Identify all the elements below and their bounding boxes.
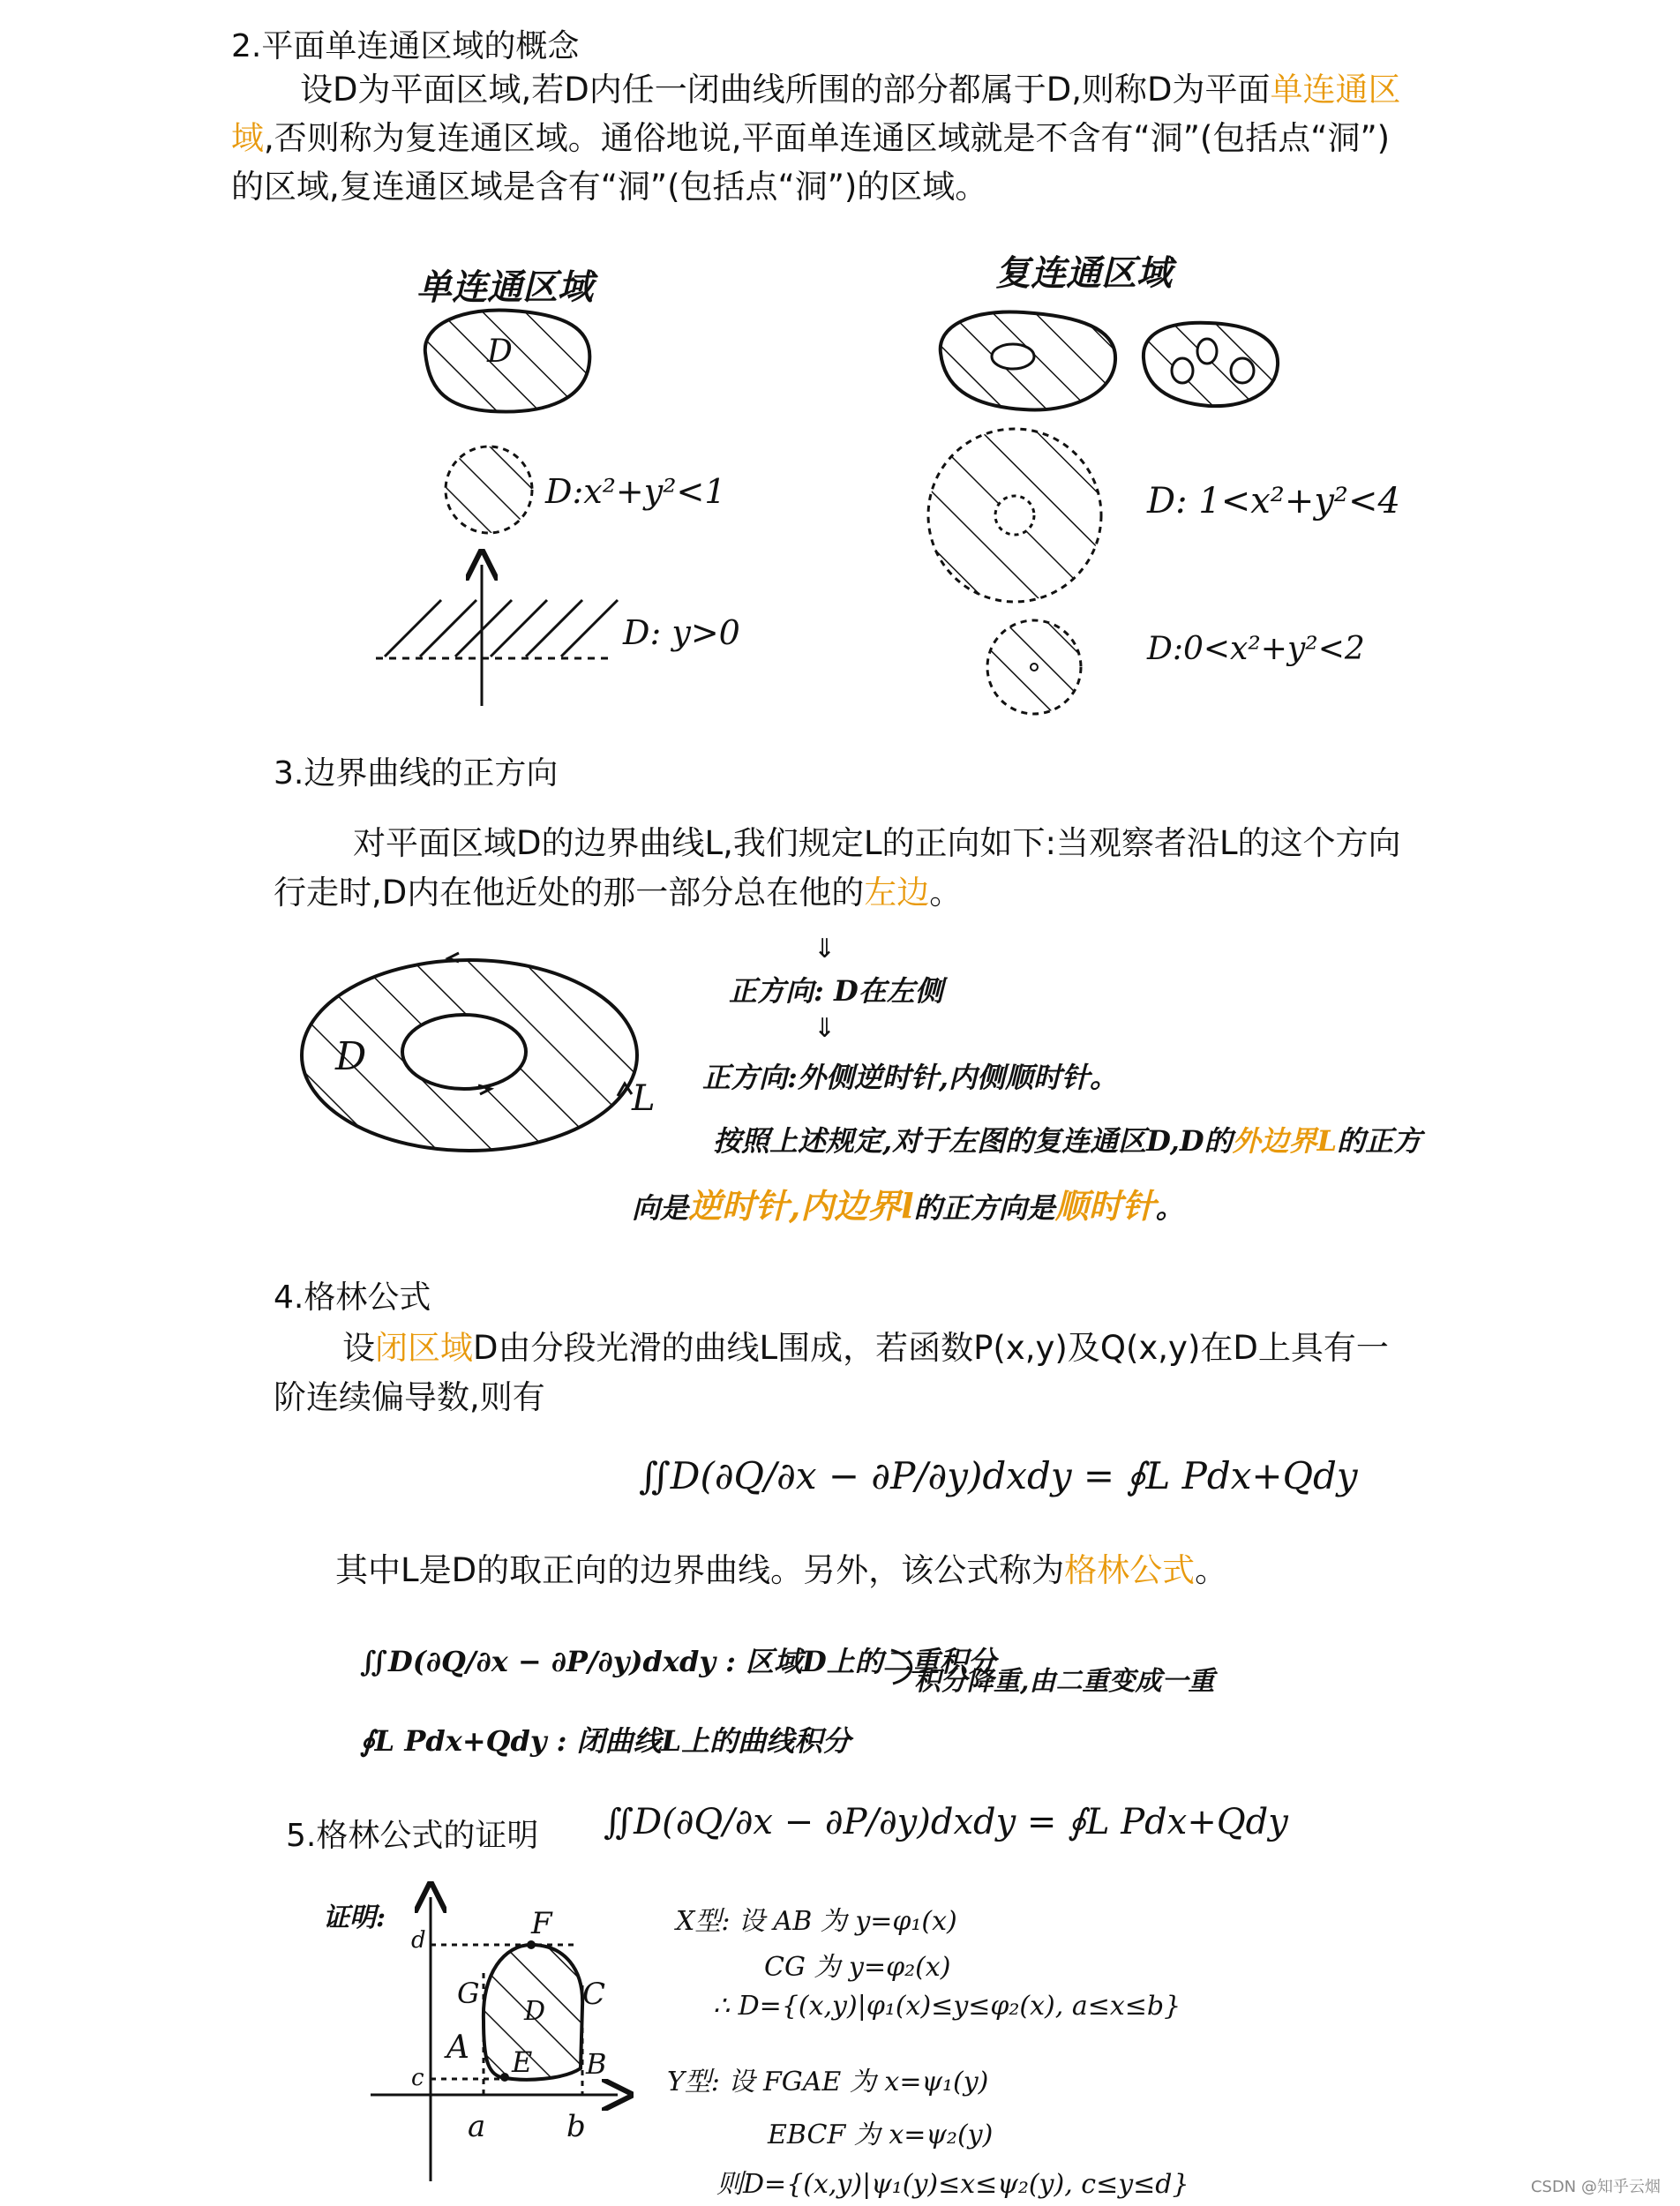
annulus-hole [995,496,1034,535]
point-A: A [446,2030,469,2066]
note-outer-inner: 正方向:外侧逆时针,内侧顺时针。 [702,1061,1118,1094]
note-positive-direction: 正方向: D在左侧 [729,974,943,1008]
tick-b: b [566,2109,586,2144]
proof-region-D [484,1945,582,2080]
note-reduce: 积分降重,由二重变成一重 [914,1666,1215,1697]
proof-label: 证明: [323,1902,386,1933]
section-3-heading: 3.边界曲线的正方向 [274,755,559,792]
proof-formula: ∬D(∂Q/∂x − ∂P/∂y)dxdy = ∮L Pdx+Qdy [604,1802,1288,1842]
point-G: G [457,1977,480,2010]
section-2-heading: 2.平面单连通区域的概念 [231,28,580,64]
section-4-heading: 4.格林公式 [274,1279,431,1316]
tick-a: a [468,2109,486,2144]
watermark: CSDN @知乎云烟 [1530,2178,1661,2196]
s4-para-line-2: 阶连续偏导数,则有 [274,1378,545,1416]
note-comma: , [789,1186,801,1226]
multi-region-title: 复连通区域 [995,252,1172,294]
multi-blob-2-hole [1172,358,1193,383]
multi-blob-1-hole [992,344,1034,369]
s4-text: 。 [1195,1551,1228,1589]
s3-text: 行走时,D内在他近处的那一部分总在他的 [274,874,865,912]
simple-blob [425,310,590,411]
note-text: 的正方向是 [913,1191,1055,1225]
half-plane [376,565,618,706]
point-E-dot [500,2073,509,2082]
s3-highlight-left: 左边 [864,874,930,912]
half-plane-label: D: y>0 [623,613,740,652]
s4-text: 设 [342,1329,375,1367]
s2-text: ,否则称为复连通区域。通俗地说,平面单连通区域就是不含有“洞”(包括点“洞”) [264,119,1391,157]
s3-para-line-1: 对平面区域D的边界曲线L,我们规定L的正向如下:当观察者沿L的这个方向 [353,824,1401,862]
note-text: 向是 [632,1191,689,1225]
point-F-dot [527,1940,536,1949]
s4-highlight-closed-region: 闭区域 [375,1329,473,1367]
note-ccw: 逆时针 [688,1186,790,1226]
note-inner-boundary: 内边界l [800,1186,914,1226]
down-arrow-icon: ⇓ [814,934,836,964]
ring-label: D: 1<x²+y²<4 [1147,481,1400,521]
tick-d: d [411,1927,426,1954]
note-text: 。 [1155,1191,1184,1225]
punctured-disk-label: D:0<x²+y²<2 [1147,631,1365,667]
simple-region-title: 单连通区域 [416,266,593,308]
s2-highlight-simply-connected: 单连通区 [1270,71,1401,109]
x-type-line-2: CG 为 y=φ₂(x) [764,1952,951,1983]
s2-highlight-yu: 域 [231,119,264,157]
multi-blob-2-hole [1197,339,1217,364]
reduce-arrow [891,1650,911,1684]
point-B: B [586,2047,607,2081]
note-double-integral: ∬D(∂Q/∂x − ∂P/∂y)dxdy : 区域D上的二重积分 [360,1645,996,1678]
inner-boundary-l [402,1015,526,1089]
point-C: C [582,1977,606,2012]
disk-label: D:x²+y²<1 [545,472,726,511]
s2-text: 设D为平面区域,若D内任一闭曲线所围的部分都属于D,则称D为平面 [300,71,1271,109]
puncture-point [1031,664,1038,671]
y-type-line-2: EBCF 为 x=ψ₂(y) [768,2120,994,2150]
note-text: 的正方 [1337,1124,1422,1158]
multi-blob-2 [1144,323,1278,406]
note-cw: 顺时针 [1054,1186,1156,1226]
down-arrow-icon: ⇓ [814,1013,836,1044]
note-line-integral: ∮L Pdx+Qdy : 闭曲线L上的曲线积分 [360,1724,851,1758]
point-F: F [531,1906,552,1941]
note-outer-boundary: 外边界L [1232,1124,1338,1158]
unit-disk [446,446,532,533]
s3-text-end: 。 [929,874,963,912]
x-type-set: ∴ D={(x,y)|φ₁(x)≤y≤φ₂(x), a≤x≤b} [713,1991,1181,2022]
s2-para-line-3: 的区域,复连通区域是含有“洞”(包括点“洞”)的区域。 [231,168,988,206]
x-type-line-1: X型: 设 AB 为 y=φ₁(x) [676,1906,957,1937]
s4-text: D由分段光滑的曲线L围成，若函数P(x,y)及Q(x,y)在D上具有一 [473,1329,1389,1367]
y-type-set: 则D={(x,y)|ψ₁(y)≤x≤ψ₂(y), c≤y≤d} [716,2169,1189,2200]
green-formula: ∬D(∂Q/∂x − ∂P/∂y)dxdy = ∮L Pdx+Qdy [639,1454,1358,1497]
s4-highlight-green-formula: 格林公式 [1064,1551,1196,1589]
s4-text: 其中L是D的取正向的边界曲线。另外，该公式称为 [335,1551,1065,1589]
ellipse-label-L: L [632,1078,656,1119]
tick-c: c [411,2065,424,2091]
y-type-line-1: Y型: 设 FGAE 为 x=ψ₁(y) [667,2067,989,2097]
multi-blob-2-hole [1231,358,1254,383]
note-text: 按照上述规定,对于左图的复连通区D,D的 [713,1124,1233,1158]
section-5-heading: 5.格林公式的证明 [286,1818,539,1854]
